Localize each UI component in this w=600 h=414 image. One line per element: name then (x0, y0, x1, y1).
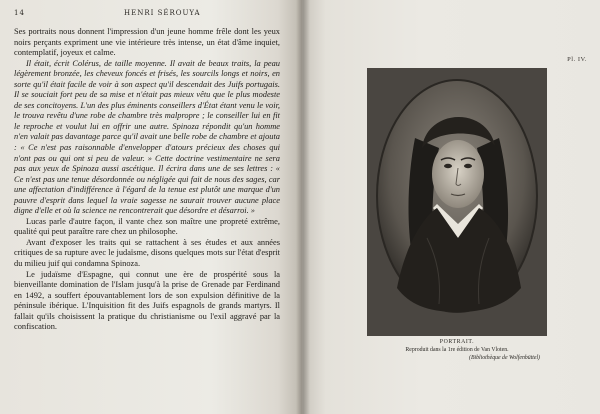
page-number: 14 (14, 9, 25, 17)
caption-source: (Bibliothèque de Wolfenbüttel) (469, 355, 540, 361)
body-text (14, 27, 280, 333)
paragraph: Lucas parle d'autre façon, il vante chez son maître une propreté extrême, qualité qui peut paraître rare chez un philosophe. (14, 216, 280, 237)
caption-title: PORTRAIT. (439, 339, 475, 345)
running-head-title: HENRI SÉROUYA (124, 9, 201, 17)
paragraph: Ses portraits nous donnent l'impression d'un jeune homme frêle dont les yeux noirs perçants expriment une vie intérieure très intense, un état d'âme inquiet, contemplatif, joyeux et calme. (14, 27, 280, 58)
paragraph-quote: Il était, écrit Colérus, de taille moyenne. Il avait de beaux traits, la peau légèrement bronzée, les cheveux foncés et frisés, les sourcils longs et noirs, en sorte qu'il était facile de voir à son aspect qu'il descendait des Juifs portugais. Il se souciait fort peu de sa mise et n'était pas mieux vêtu que le plus modeste de ses concitoyens. L'un des plus éminents conseillers d'État étant venu le voir, le trouva revêtu d'une robe de chambre très malpropre ; le conseiller lui en fit le reproche et voulut lui en offrir une autre. Spinoza répondit qu'un homme n'en valait pas davantage parce qu'il avait une belle robe de chambre et ajouta : « Ce n'est pas raisonnable d'envelopper d'atours précieux des choses qui n'ont pas ou qui ont si peu de valeur. » Cette doctrine vestimentaire ne sera pas aux yeux de Spinoza aussi ascétique. Il écrira dans une de ses lettres : « Ce n'est pas une tenue désordonnée ou négligée qui fait de nous des sages, car une affectation d'indifférence à l'égard de la tenue est plutôt une marque d'un pauvre d'esprit dans lequel la vraie sagesse ne saurait trouver aucune place digne d'elle et où la science ne rencontrerait que désordre et désarroi. » (14, 58, 280, 216)
running-head (14, 9, 274, 21)
portrait-image (367, 68, 547, 336)
plate-number: Pl. IV. (567, 56, 587, 63)
caption-line: Reproduit dans la 1re édition de Van Vloten. (405, 347, 509, 353)
book-gutter (296, 0, 310, 414)
paragraph: Le judaïsme d'Espagne, qui connut une ère de prospérité sous la bienveillante domination de l'Islam jusqu'à la prise de Grenade par Ferdinand en 1492, a souffert épouvantablement lors de son expulsion définitive de la péninsule ibérique. L'Inquisition fit des Juifs espagnols de grands martyrs. Il fallait qu'ils choisissent la pratique du christianisme ou l'exil aggravé par la confiscation. (14, 269, 280, 332)
portrait-engraving (367, 68, 547, 336)
paragraph: Avant d'exposer les traits qui se rattachent à ses études et aux années critiques de sa rupture avec le judaïsme, disons quelques mots sur l'état d'esprit du milieu juif qui condamna Spinoza. (14, 237, 280, 269)
